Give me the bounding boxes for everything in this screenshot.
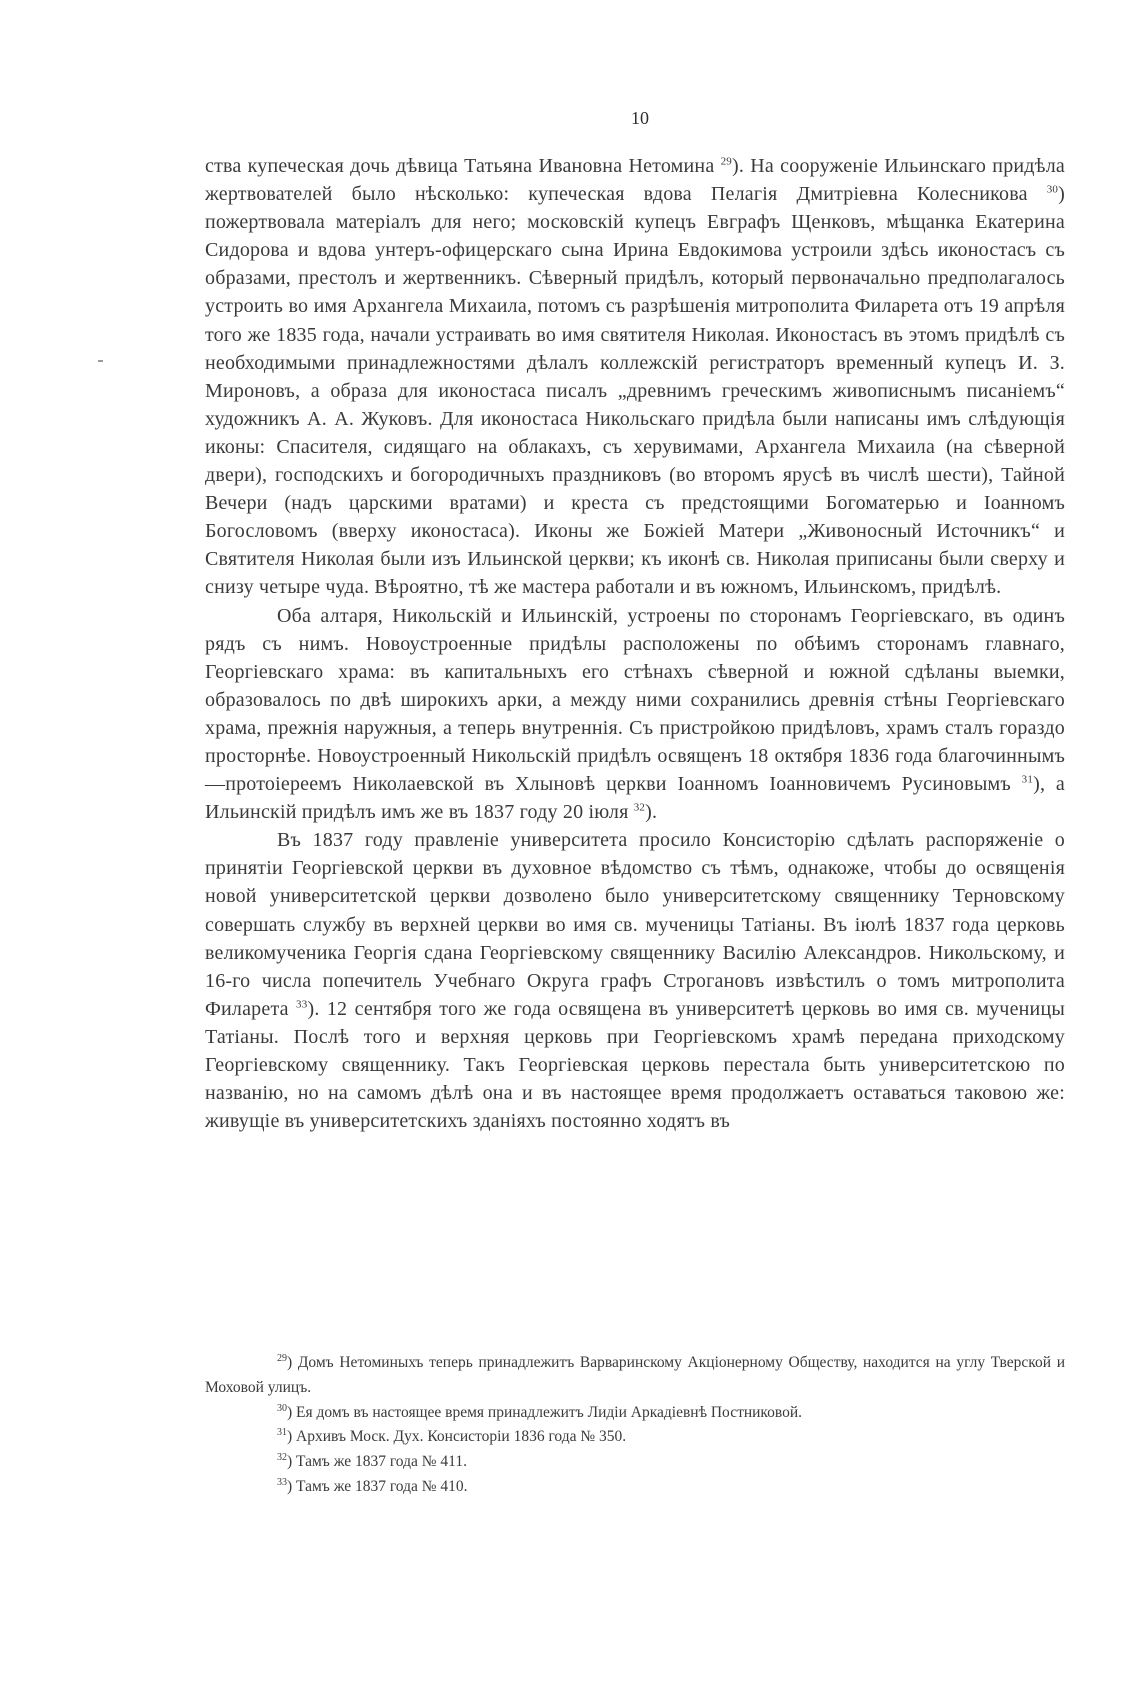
footnote-ref-33: 33 (296, 998, 308, 1011)
footnote-ref-30: 30 (1046, 183, 1059, 196)
footnote-33 (205, 1475, 1065, 1500)
text-run: ства купеческая дочь дѣвица Татьяна Ивановна Нетомина (205, 155, 721, 177)
text-run: ). На сооруженіе Ильинскаго придѣла жертвователей было нѣсколько: купеческая вдова Пелагія Дмитріевна Колесникова (205, 155, 1065, 206)
footnote-number: 29 (277, 1352, 287, 1364)
footnote-31 (205, 1425, 1065, 1450)
text-run: ) пожертвовала матеріалъ для него; московскій купецъ Евграфъ Щенковъ, мѣщанка Екатерина Сидорова и вдова унтеръ-офицерскаго сына Ирина Евдокимова устроили здѣсь иконостасъ съ образами, престолъ и жертвенникъ. Сѣверный придѣлъ, который первоначально предполагалось устроить во имя Архангела Михаила, потомъ съ разрѣшенія митрополита Филарета отъ 19 апрѣля того же 1835 года, начали устраивать во имя святителя Николая. Иконостасъ въ этомъ придѣлѣ съ необходимыми принадлежностями дѣлалъ коллежскій регистраторъ временный купецъ И. З. Мироновъ, а образа для иконостаса писалъ „древнимъ греческимъ живописнымъ писаніемъ“ художникъ А. А. Жуковъ. Для иконостаса Никольскаго придѣла были написаны имъ слѣдующія иконы: Спасителя, сидящаго на облакахъ, съ херувимами, Архангела Михаила (на сѣверной двери), господскихъ и богородичныхъ праздниковъ (во второмъ ярусѣ въ числѣ шести), Тайной Вечери (надъ царскими вратами) и креста съ предстоящими Богоматерью и Іоанномъ Богословомъ (вверху иконостаса). Иконы же Божіей Матери „Живоносный Источникъ“ и Святителя Николая были изъ Ильинской церкви; къ иконѣ св. Николая приписаны были сверху и снизу четыре чуда. Вѣроятно, тѣ же мастера работали и въ южномъ, Ильинскомъ, придѣлѣ. (205, 183, 1065, 599)
main-text (205, 152, 1065, 1135)
footnote-number: 31 (277, 1427, 287, 1439)
text-run: ). 12 сентября того же года освящена въ университетѣ церковь во имя св. мученицы Татіаны. Послѣ того и верхняя церковь при Георгіевскомъ храмѣ передана приходскому Георгіевскому священнику. Такъ Георгіевская церковь перестала быть университетскою по названію, но на самомъ дѣлѣ она и въ настоящее время продолжаетъ оставаться таковою же: живущіе въ университетскихъ зданіяхъ постоянно ходятъ въ (205, 997, 1065, 1133)
footnote-number: 30 (277, 1402, 287, 1414)
page-number: 10 (631, 108, 649, 128)
footnote-number: 32 (277, 1452, 287, 1464)
margin-mark (98, 360, 103, 362)
text-run: ). (645, 801, 658, 824)
footnote-32 (205, 1450, 1065, 1475)
footnote-text: ) Тамъ же 1837 года № 411. (287, 1453, 467, 1471)
text-run: Въ 1837 году правленіе университета просило Консисторію сдѣлать распоряженіе о принятіи Георгіевской церкви въ духовное вѣдомство съ тѣмъ, однакоже, чтобы до освященія новой университетской церкви дозволено было университетскому священнику Терновскому совершать службу въ верхней церкви во имя св. мученицы Татіаны. Въ іюлѣ 1837 года церковь великомученика Георгія сдана Георгіевскому священнику Василію Александров. Никольскому, и 16-го числа попечитель Учебнаго Округа графъ Строгановъ извѣстилъ о томъ митрополита Филарета (205, 829, 1065, 1020)
footnote-text: ) Тамъ же 1837 года № 410. (287, 1477, 468, 1495)
paragraph-2 (205, 602, 1065, 827)
text-run: ), а Ильинскій придѣлъ имъ же въ 1837 году 20 іюля (205, 773, 1065, 824)
footnote-ref-31: 31 (1021, 773, 1034, 786)
footnote-text: ) Архивъ Моск. Дух. Консисторіи 1836 года № 350. (287, 1428, 627, 1446)
footnote-ref-32: 32 (633, 801, 646, 814)
footnote-29 (205, 1351, 1065, 1401)
footnote-text: ) Ея домъ въ настоящее время принадлежитъ Лидіи Аркадіевнѣ Постниковой. (287, 1403, 803, 1421)
footnote-30 (205, 1401, 1065, 1426)
paragraph-1 (205, 152, 1065, 602)
footnote-text: ) Домъ Нетоминыхъ теперь принадлежитъ Варваринскому Акціонерному Обществу, находится на углу Тверской и Моховой улицъ. (205, 1354, 1065, 1396)
footnotes (205, 1351, 1065, 1500)
footnote-number: 33 (277, 1476, 287, 1488)
footnote-ref-29: 29 (720, 155, 733, 168)
paragraph-3 (205, 826, 1065, 1135)
text-run: Оба алтаря, Никольскій и Ильинскій, устроены по сторонамъ Георгіевскаго, въ одинъ рядъ съ нимъ. Новоустроенные придѣлы расположены по обѣимъ сторонамъ главнаго, Георгіевскаго храма: въ капитальныхъ его стѣнахъ сѣверной и южной сдѣланы выемки, образовалось по двѣ широкихъ арки, а между ними сохранились древнія стѣны Георгіевскаго храма, прежнія наружныя, а теперь внутреннія. Съ пристройкою придѣловъ, храмъ сталъ гораздо просторнѣе. Новоустроенный Никольскій придѣлъ освященъ 18 октября 1836 года благочиннымъ—протоіереемъ Николаевской въ Хлыновѣ церкви Іоанномъ Іоанновичемъ Русиновымъ (205, 604, 1065, 796)
